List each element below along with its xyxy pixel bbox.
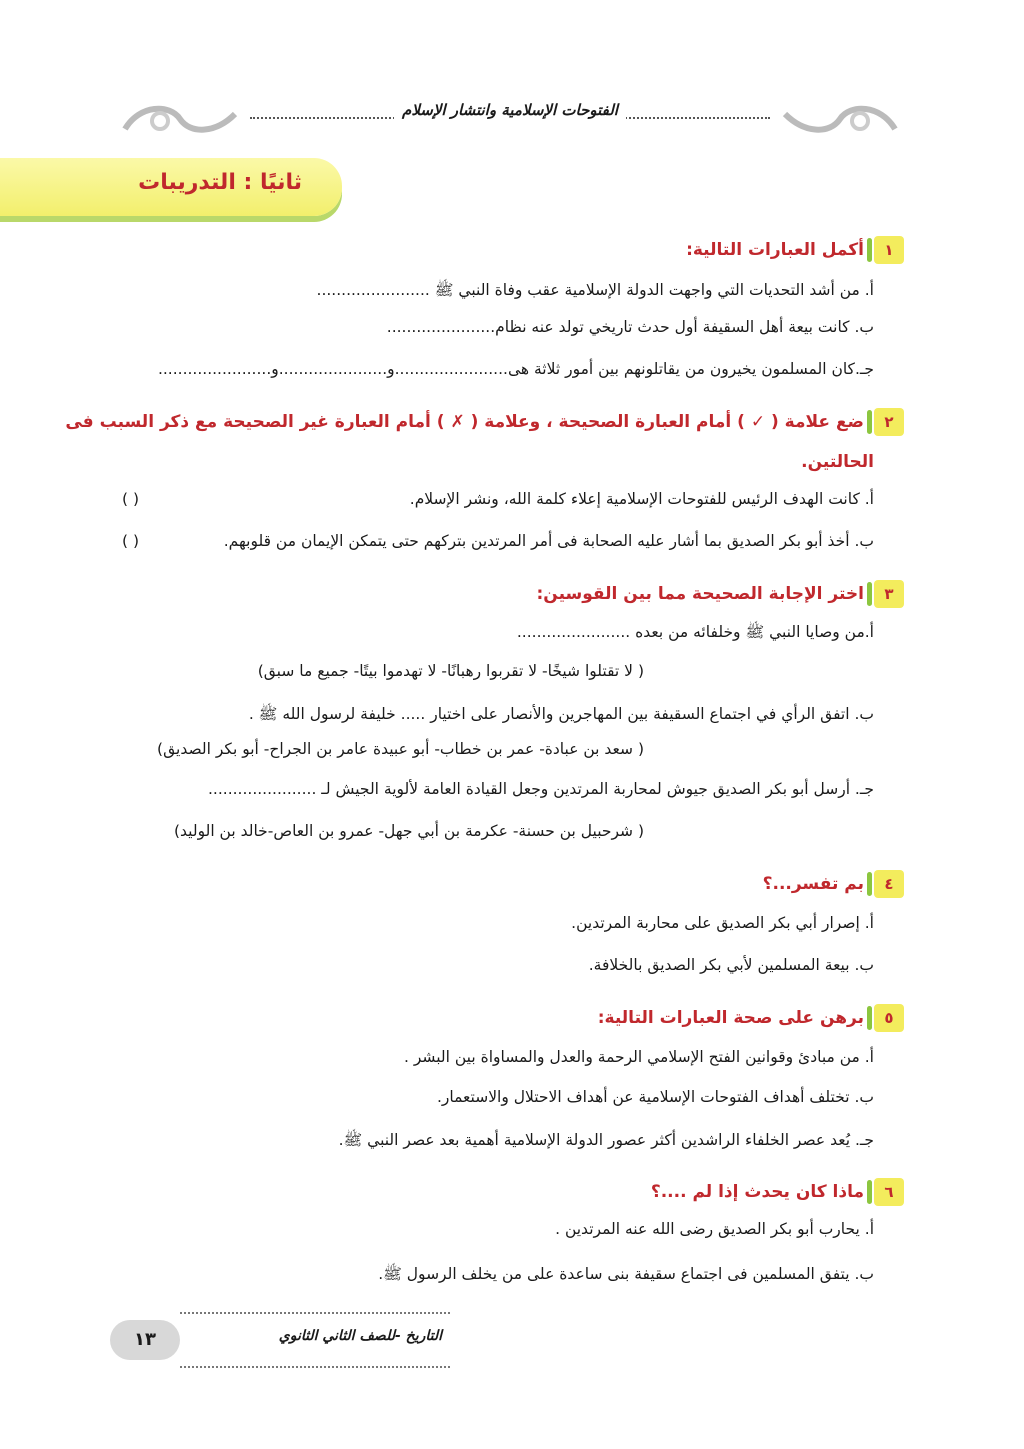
q6-item-a: أ. يحارب أبو بكر الصديق رضى الله عنه المرتدين . — [555, 1220, 874, 1238]
q2-item-a: أ. كانت الهدف الرئيس للفتوحات الإسلامية إعلاء كلمة الله، ونشر الإسلام. — [409, 490, 874, 508]
q3-item-b: ب. اتفق الرأي في اجتماع السقيفة بين المهاجرين والأنصار على اختيار ..... خليفة لرسول الله ﷺ . — [248, 705, 874, 723]
q2-item-b: ب. أخذ أبو بكر الصديق بما أشار عليه الصحابة فى أمر المرتدين بتركهم حتى يتمكن الإيمان من قلوبهم. — [223, 532, 874, 550]
footer-text: التاريخ -للصف الثاني الثانوي — [278, 1328, 442, 1344]
q3-options-b: ( سعد بن عبادة- عمر بن خطاب- أبو عبيدة عامر بن الجراح- أبو بكر الصديق) — [157, 740, 644, 758]
question-title: أكمل العبارات التالية: — [686, 240, 864, 260]
answer-bracket[interactable]: ( ) — [122, 490, 140, 508]
q3-item-a: أ.من وصايا النبي ﷺ وخلفائه من بعده ....................... — [516, 623, 874, 641]
q1-item-b: ب. كانت بيعة أهل السقيفة أول حدث تاريخي تولد عنه نظام...................... — [386, 318, 874, 336]
q4-item-a: أ. إصرار أبي بكر الصديق على محاربة المرتدين. — [571, 914, 874, 932]
header-title: الفتوحات الإسلامية وانتشار الإسلام — [120, 101, 900, 119]
question-number: ٤ — [874, 870, 904, 898]
question-number: ٦ — [874, 1178, 904, 1206]
question-title: ضع علامة ( ✓ ) أمام العبارة الصحيحة ، وعلامة ( ✗ ) أمام العبارة غير الصحيحة مع ذكر السبب فى — [65, 412, 864, 432]
question-6-heading — [651, 1178, 904, 1206]
q1-item-c: جـ.كان المسلمون يخيرون من يقاتلونهم بين أمور ثلاثة هى.......................و......................و....................... — [157, 360, 874, 378]
q5-item-a: أ. من مبادئ وقوانين الفتح الإسلامي الرحمة والعدل والمساواة بين البشر . — [404, 1048, 874, 1066]
question-3-heading — [537, 580, 905, 608]
q1-item-a: أ. من أشد التحديات التي واجهت الدولة الإسلامية عقب وفاة النبي ﷺ ....................... — [316, 281, 874, 299]
question-4-heading — [763, 870, 904, 898]
q5-item-b: ب. تختلف أهداف الفتوحات الإسلامية عن أهداف الاحتلال والاستعمار. — [436, 1088, 874, 1106]
question-1-heading — [686, 236, 904, 264]
question-number: ٥ — [874, 1004, 904, 1032]
answer-bracket[interactable]: ( ) — [122, 532, 140, 550]
footer-dotted-line — [180, 1366, 450, 1368]
q3-options-a: ( لا تقتلوا شيخًا- لا تقربوا رهبانًا- لا تهدموا بيتًا- جميع ما سبق) — [257, 662, 644, 680]
question-title: بم تفسر...؟ — [762, 874, 864, 894]
question-2-heading — [65, 408, 904, 436]
question-title: ماذا كان يحدث إذا لم ....؟ — [650, 1182, 864, 1202]
section-banner — [0, 158, 342, 216]
question-number: ٢ — [874, 408, 904, 436]
question-number: ١ — [874, 236, 904, 264]
q4-item-b: ب. بيعة المسلمين لأبي بكر الصديق بالخلافة. — [588, 956, 874, 974]
page-footer — [100, 1312, 450, 1368]
q3-item-c: جـ. أرسل أبو بكر الصديق جيوش لمحاربة المرتدين وجعل القيادة العامة لألوية الجيش لـ ...................... — [207, 780, 874, 798]
question-number: ٣ — [874, 580, 904, 608]
question-5-heading — [598, 1004, 904, 1032]
question-title: برهن على صحة العبارات التالية: — [597, 1008, 864, 1028]
page-header — [120, 95, 900, 143]
q5-item-c: جـ. يُعد عصر الخلفاء الراشدين أكثر عصور الدولة الإسلامية أهمية بعد عصر النبي ﷺ. — [338, 1131, 874, 1149]
q6-item-b: ب. يتفق المسلمين فى اجتماع سقيفة بنى ساعدة على من يخلف الرسول ﷺ. — [378, 1265, 874, 1283]
ornament-right-icon — [780, 99, 900, 139]
footer-dotted-line — [180, 1312, 450, 1314]
page-number: ١٣ — [110, 1320, 180, 1360]
question-title-cont: الحالتين. — [801, 452, 874, 472]
section-title: ثانيًا : التدريبات — [138, 170, 302, 195]
q3-options-c: ( شرحبيل بن حسنة- عكرمة بن أبي جهل- عمرو بن العاص-خالد بن الوليد) — [174, 822, 644, 840]
question-title: اختر الإجابة الصحيحة مما بين القوسين: — [536, 584, 864, 604]
